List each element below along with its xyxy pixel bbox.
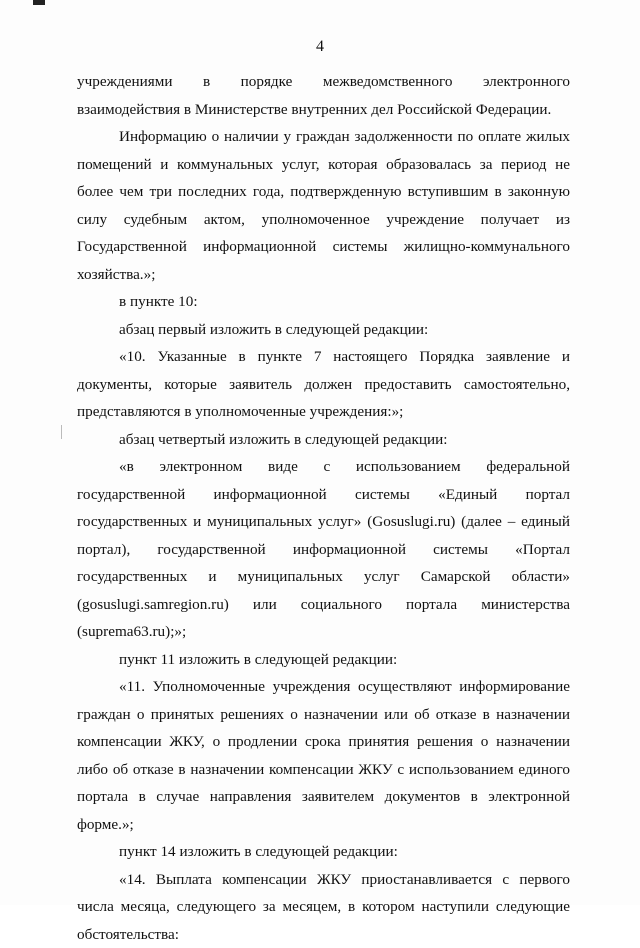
scan-artifact xyxy=(33,0,45,5)
scan-artifact xyxy=(61,425,62,439)
paragraph: абзац первый изложить в следующей редакции: xyxy=(77,316,570,344)
paragraph: «14. Выплата компенсации ЖКУ приостанавливается с первого числа месяца, следующего за месяцем, в котором наступили следующие обстоятельства: xyxy=(77,866,570,948)
paragraph: «11. Уполномоченные учреждения осуществляют информирование граждан о принятых решениях о назначении или об отказе в назначении компенсации ЖКУ, о продлении срока принятия решения о назначении либо об отказе в назначении компенсации ЖКУ с использованием единого портала в случае направления заявителем документов в электронной форме.»; xyxy=(77,673,570,838)
document-body xyxy=(77,68,570,948)
paragraph: учреждениями в порядке межведомственного электронного взаимодействия в Министерстве внутренних дел Российской Федерации. xyxy=(77,68,570,123)
paragraph: «10. Указанные в пункте 7 настоящего Порядка заявление и документы, которые заявитель должен предоставить самостоятельно, представляются в уполномоченные учреждения:»; xyxy=(77,343,570,426)
paragraph: пункт 14 изложить в следующей редакции: xyxy=(77,838,570,866)
page-number: 4 xyxy=(0,38,640,56)
paragraph: пункт 11 изложить в следующей редакции: xyxy=(77,646,570,674)
paragraph: «в электронном виде с использованием федеральной государственной информационной системы «Единый портал государственных и муниципальных услуг» (Gosuslugi.ru) (далее – единый портал), государственной информационной системы «Портал государственных и муниципальных услуг Самарской области» (gosuslugi.samregion.ru) или социального портала министерства (suprema63.ru);»; xyxy=(77,453,570,646)
paragraph: в пункте 10: xyxy=(77,288,570,316)
paragraph: абзац четвертый изложить в следующей редакции: xyxy=(77,426,570,454)
paragraph: Информацию о наличии у граждан задолженности по оплате жилых помещений и коммунальных услуг, которая образовалась за период не более чем три последних года, подтвержденную вступившим в законную силу судебным актом, уполномоченное учреждение получает из Государственной информационной системы жилищно-коммунального хозяйства.»; xyxy=(77,123,570,288)
